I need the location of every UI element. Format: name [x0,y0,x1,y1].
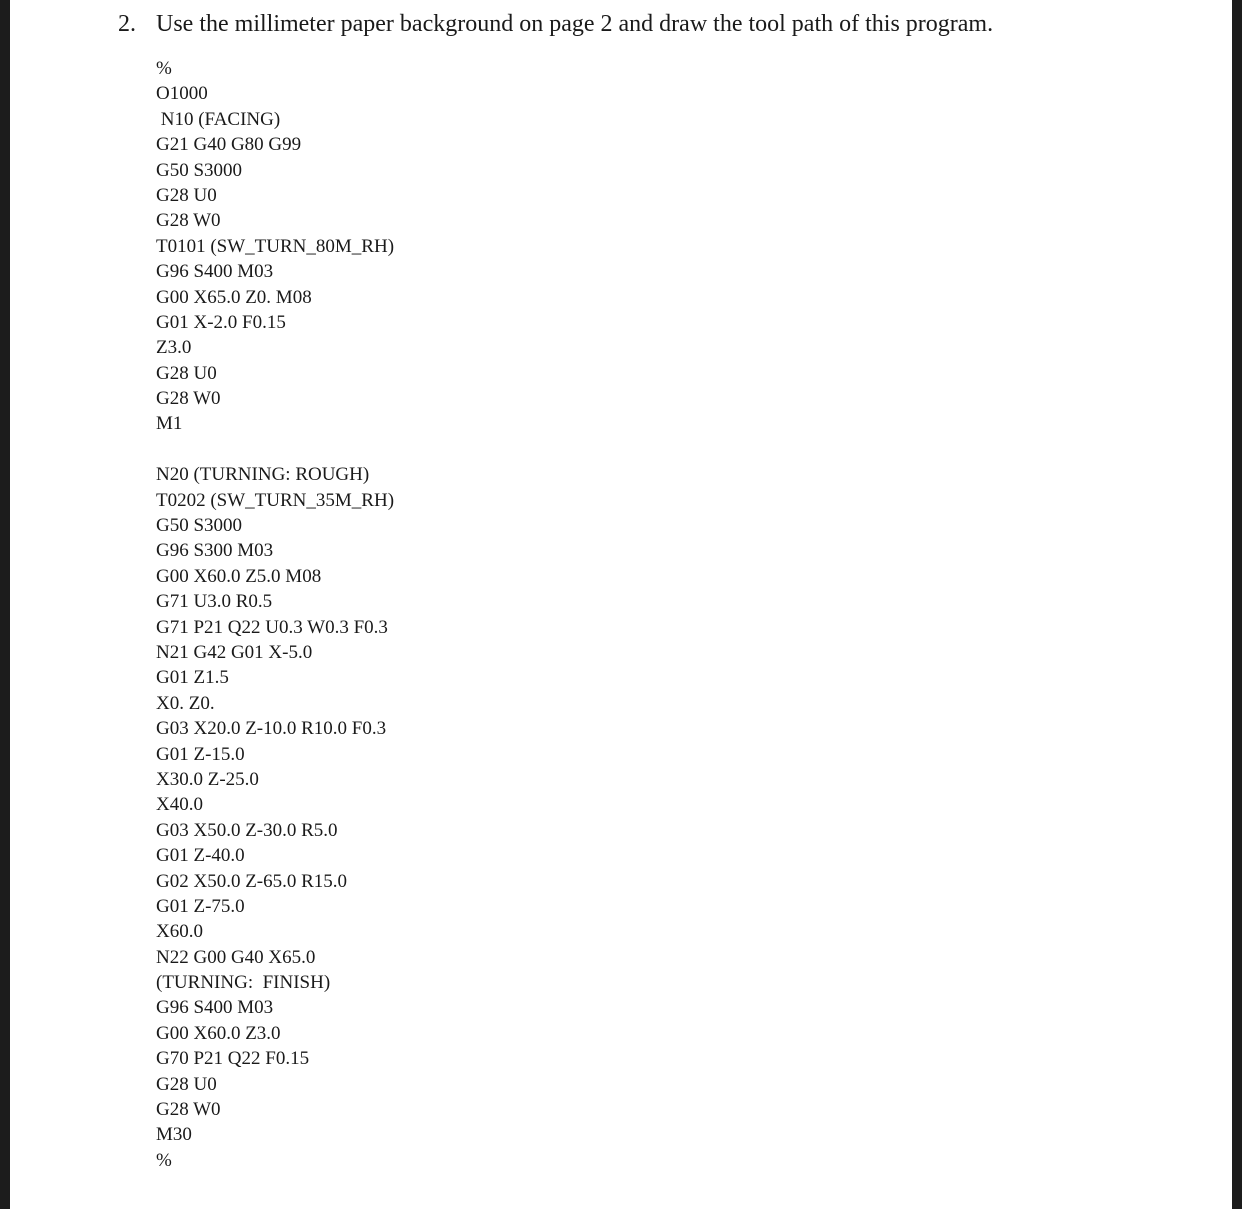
cnc-program-listing [156,56,394,1173]
program-line: M1 [156,413,183,435]
program-line: N22 G00 G40 X65.0 [156,946,316,968]
program-line: G01 Z1.5 [156,667,229,689]
program-line: G96 S300 M03 [156,540,274,562]
program-line: G71 P21 Q22 U0.3 W0.3 F0.3 [156,616,388,638]
right-frame-border [1232,0,1242,1209]
program-line: G01 X-2.0 F0.15 [156,311,286,333]
program-line: G02 X50.0 Z-65.0 R15.0 [156,870,348,892]
program-line: X40.0 [156,794,203,816]
program-line: G71 U3.0 R0.5 [156,591,273,613]
left-frame-border [0,0,10,1209]
program-line [156,437,394,462]
program-line: G01 Z-15.0 [156,743,245,765]
program-line: G28 U0 [156,1073,217,1095]
program-line: G00 X60.0 Z5.0 M08 [156,565,322,587]
program-line: G21 G40 G80 G99 [156,134,302,156]
question-heading [118,8,993,40]
program-line: G96 S400 M03 [156,261,274,283]
program-line: G28 W0 [156,388,221,410]
program-line: G01 Z-75.0 [156,895,245,917]
program-line: G50 S3000 [156,159,243,181]
program-line: Z3.0 [156,337,192,359]
question-text: Use the millimeter paper background on page 2 and draw the tool path of this program. [156,11,994,37]
question-number: 2. [118,11,136,37]
program-line: G28 U0 [156,362,217,384]
program-line: G96 S400 M03 [156,997,274,1019]
program-line: G00 X65.0 Z0. M08 [156,286,312,308]
program-line: G03 X50.0 Z-30.0 R5.0 [156,819,338,841]
program-line: M30 [156,1124,192,1146]
program-line: N20 (TURNING: ROUGH) [156,464,370,486]
program-line: % [156,58,172,79]
program-line: G01 Z-40.0 [156,845,245,867]
program-line: N21 G42 G01 X-5.0 [156,641,313,663]
program-line: % [156,1149,172,1171]
program-line: G50 S3000 [156,515,243,537]
program-line: G00 X60.0 Z3.0 [156,1022,281,1044]
program-line: T0202 (SW_TURN_35M_RH) [156,489,395,511]
program-line: X30.0 Z-25.0 [156,768,259,790]
program-line: (TURNING: FINISH) [156,972,331,994]
program-line: G70 P21 Q22 F0.15 [156,1048,310,1070]
program-line: G03 X20.0 Z-10.0 R10.0 F0.3 [156,718,387,740]
program-line: T0101 (SW_TURN_80M_RH) [156,235,395,257]
program-line: X60.0 [156,921,203,943]
program-line: X0. Z0. [156,692,215,714]
program-line: N10 (FACING) [156,108,281,130]
program-line: O1000 [156,83,208,105]
program-line: G28 U0 [156,184,217,206]
program-line: G28 W0 [156,210,221,232]
program-line: G28 W0 [156,1099,221,1121]
